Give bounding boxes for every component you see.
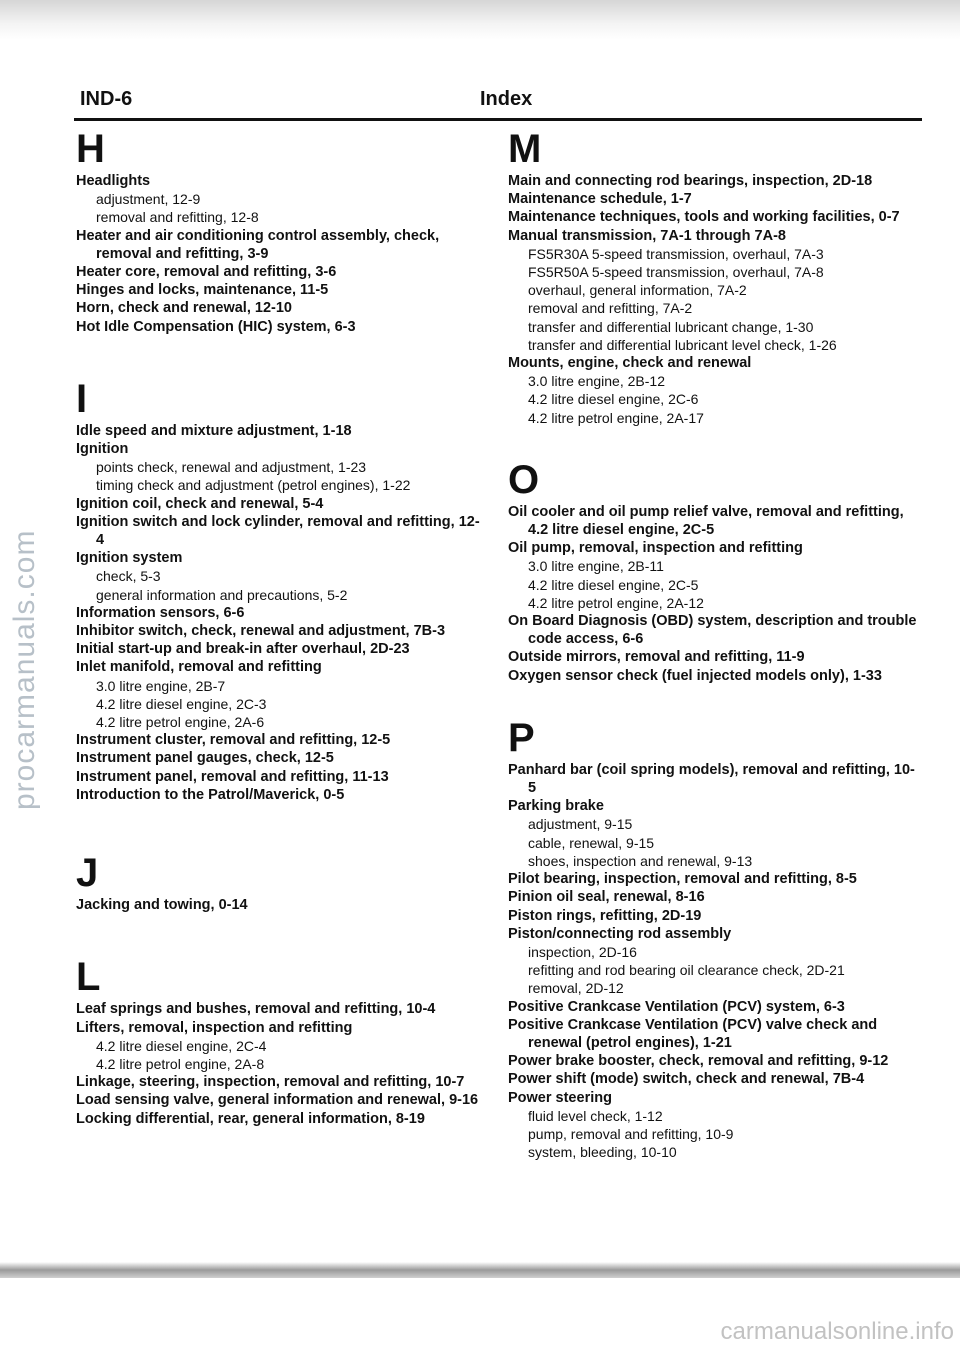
entry-heading: Information sensors, 6-6 — [76, 604, 245, 621]
entry-heading: Hinges and locks, maintenance, 11-5 — [76, 282, 329, 299]
entry-heading: Positive Crankcase Ventilation (PCV) valve check and renewal (petrol engines), 1-21 — [508, 1016, 878, 1051]
index-entry — [508, 190, 918, 208]
entry-subitem: removal and refitting, 12-8 — [96, 209, 259, 226]
index-section — [76, 376, 486, 804]
index-entry — [508, 1070, 918, 1088]
entry-heading: Ignition coil, check and renewal, 5-4 — [76, 495, 324, 512]
index-entry — [76, 513, 486, 549]
entry-heading: Mounts, engine, check and renewal — [508, 355, 752, 372]
scan-shadow-bottom — [0, 1262, 960, 1278]
index-entry — [76, 172, 486, 227]
entry-subitem: fluid level check, 1-12 — [528, 1107, 663, 1124]
entry-subitem: 4.2 litre diesel engine, 2C-5 — [528, 576, 699, 593]
entry-subitem: removal, 2D-12 — [528, 980, 624, 997]
section-letter: M — [508, 127, 542, 171]
entry-subitem: overhaul, general information, 7A-2 — [528, 282, 747, 299]
entry-heading: Ignition — [76, 441, 129, 458]
index-entry — [76, 1073, 486, 1091]
entry-heading: Instrument panel gauges, check, 12-5 — [76, 750, 334, 767]
index-entry — [76, 299, 486, 317]
index-entry — [76, 786, 486, 804]
bottom-watermark: carmanualsonline.info — [720, 1318, 954, 1345]
entry-heading: Power shift (mode) switch, check and renewal, 7B-4 — [508, 1071, 865, 1088]
index-entry — [508, 172, 918, 190]
index-entry — [508, 503, 918, 539]
entry-heading: Instrument panel, removal and refitting, 11-13 — [76, 768, 389, 785]
entry-subitem: 3.0 litre engine, 2B-12 — [528, 373, 665, 390]
entry-subitem: refitting and rod bearing oil clearance check, 2D-21 — [528, 962, 845, 979]
entry-heading: Lifters, removal, inspection and refitting — [76, 1019, 353, 1036]
entry-subitem: 4.2 litre diesel engine, 2C-6 — [528, 391, 699, 408]
entry-subitem: 4.2 litre petrol engine, 2A-17 — [528, 409, 704, 426]
entry-subitem: cable, renewal, 9-15 — [528, 834, 655, 851]
entry-heading: Locking differential, rear, general information, 8-19 — [76, 1110, 425, 1127]
entry-subitem: check, 5-3 — [96, 568, 161, 585]
index-entry — [76, 1019, 486, 1074]
entry-subitem: timing check and adjustment (petrol engines), 1-22 — [96, 477, 411, 494]
scan-shadow-top — [0, 0, 960, 40]
index-entry — [76, 495, 486, 513]
index-entry — [76, 658, 486, 731]
entry-heading: On Board Diagnosis (OBD) system, description and trouble code access, 6-6 — [508, 613, 917, 648]
index-entry — [76, 749, 486, 767]
index-entry — [76, 281, 486, 299]
index-entry — [508, 925, 918, 998]
entry-heading: Piston/connecting rod assembly — [508, 925, 732, 942]
index-entry — [508, 761, 918, 797]
index-entry — [508, 870, 918, 888]
index-entry — [76, 318, 486, 336]
entry-heading: Linkage, steering, inspection, removal and refitting, 10-7 — [76, 1074, 465, 1091]
entry-heading: Ignition switch and lock cylinder, removal and refitting, 12-4 — [76, 513, 480, 549]
entry-heading: Power brake booster, check, removal and refitting, 9-12 — [508, 1053, 889, 1070]
entry-heading: Inlet manifold, removal and refitting — [76, 659, 322, 676]
entry-subitem: transfer and differential lubricant change, 1-30 — [528, 318, 814, 335]
entry-subitem: 4.2 litre petrol engine, 2A-6 — [96, 714, 265, 731]
index-entry — [508, 648, 918, 666]
entry-subitem: FS5R50A 5-speed transmission, overhaul, 7A-8 — [528, 264, 824, 281]
entry-subitem: 3.0 litre engine, 2B-11 — [528, 558, 664, 575]
index-entry — [76, 263, 486, 281]
entry-subitem: 4.2 litre diesel engine, 2C-3 — [96, 695, 267, 712]
index-entry — [508, 612, 918, 648]
index-entry — [508, 1016, 918, 1052]
page-title: Index — [480, 88, 533, 110]
entry-heading: Inhibitor switch, check, renewal and adjustment, 7B-3 — [76, 623, 446, 640]
section-letter: O — [508, 457, 540, 502]
entry-subitem: transfer and differential lubricant level check, 1-26 — [528, 336, 837, 353]
section-letter: L — [76, 955, 101, 1000]
entry-heading: Horn, check and renewal, 12-10 — [76, 300, 292, 317]
entry-subitem: adjustment, 9-15 — [528, 816, 633, 833]
entry-heading: Piston rings, refitting, 2D-19 — [508, 907, 702, 924]
index-section — [76, 850, 486, 914]
entry-heading: Pinion oil seal, renewal, 8-16 — [508, 889, 705, 906]
entry-subitem: pump, removal and refitting, 10-9 — [528, 1125, 734, 1142]
index-entry — [76, 422, 486, 440]
index-entry — [76, 1110, 486, 1128]
page-header — [80, 88, 920, 116]
index-entry — [76, 640, 486, 658]
entry-subitem: 4.2 litre petrol engine, 2A-8 — [96, 1055, 265, 1072]
index-entry — [508, 354, 918, 427]
entry-subitem: 3.0 litre engine, 2B-7 — [96, 677, 226, 694]
entry-heading: Manual transmission, 7A-1 through 7A-8 — [508, 227, 786, 244]
entry-heading: Ignition system — [76, 550, 183, 567]
index-entry — [76, 768, 486, 786]
entry-subitem: removal and refitting, 7A-2 — [528, 300, 693, 317]
index-entry — [76, 622, 486, 640]
index-entry — [508, 208, 918, 226]
index-entry — [508, 1052, 918, 1070]
entry-heading: Heater core, removal and refitting, 3-6 — [76, 264, 337, 281]
entry-heading: Jacking and towing, 0-14 — [76, 897, 248, 914]
entry-heading: Introduction to the Patrol/Maverick, 0-5 — [76, 786, 345, 803]
entry-subitem: shoes, inspection and renewal, 9-13 — [528, 852, 753, 869]
entry-heading: Maintenance techniques, tools and working facilities, 0-7 — [508, 209, 900, 226]
index-entry — [508, 667, 918, 685]
index-entry — [76, 227, 486, 263]
entry-heading: Headlights — [76, 173, 151, 189]
index-entry — [76, 440, 486, 495]
index-entry — [508, 797, 918, 870]
entry-subitem: 4.2 litre diesel engine, 2C-4 — [96, 1037, 267, 1054]
entry-heading: Oil cooler and oil pump relief valve, removal and refitting, 4.2 litre diesel engine, 2C-5 — [508, 503, 904, 539]
index-section — [76, 126, 486, 336]
index-entry — [508, 907, 918, 925]
entry-heading: Main and connecting rod bearings, inspection, 2D-18 — [508, 173, 873, 189]
entry-heading: Oil pump, removal, inspection and refitting — [508, 540, 803, 557]
entry-subitem: FS5R30A 5-speed transmission, overhaul, 7A-3 — [528, 245, 824, 262]
index-section — [508, 126, 918, 427]
section-letter: I — [76, 376, 88, 421]
entry-heading: Leaf springs and bushes, removal and refitting, 10-4 — [76, 1001, 436, 1018]
page-number: IND-6 — [80, 88, 133, 110]
header-rule — [74, 118, 922, 121]
index-entry — [508, 888, 918, 906]
entry-heading: Outside mirrors, removal and refitting, 11-9 — [508, 649, 805, 666]
entry-heading: Oxygen sensor check (fuel injected models only), 1-33 — [508, 667, 882, 684]
index-entry — [76, 1000, 486, 1018]
index-section — [508, 457, 918, 685]
entry-subitem: general information and precautions, 5-2 — [96, 586, 348, 603]
entry-heading: Hot Idle Compensation (HIC) system, 6-3 — [76, 318, 356, 335]
entry-heading: Heater and air conditioning control assembly, check, removal and refitting, 3-9 — [76, 227, 440, 262]
side-watermark: procarmanuals.com — [8, 529, 41, 810]
entry-heading: Pilot bearing, inspection, removal and refitting, 8-5 — [508, 871, 857, 888]
index-section — [508, 715, 918, 1161]
entry-heading: Power steering — [508, 1089, 612, 1106]
index-entry — [76, 1091, 486, 1109]
entry-heading: Panhard bar (coil spring models), removal and refitting, 10-5 — [508, 761, 915, 797]
entry-heading: Positive Crankcase Ventilation (PCV) system, 6-3 — [508, 998, 845, 1015]
entry-heading: Initial start-up and break-in after overhaul, 2D-23 — [76, 641, 410, 658]
index-entry — [76, 549, 486, 604]
index-entry — [508, 539, 918, 612]
entry-subitem: inspection, 2D-16 — [528, 943, 637, 960]
index-column-left — [76, 126, 486, 1128]
index-entry — [76, 604, 486, 622]
section-letter: J — [76, 851, 99, 896]
index-entry — [76, 731, 486, 749]
entry-subitem: points check, renewal and adjustment, 1-23 — [96, 459, 367, 476]
index-section — [76, 954, 486, 1127]
section-letter: H — [76, 127, 105, 171]
entry-heading: Maintenance schedule, 1-7 — [508, 191, 692, 208]
index-entry — [508, 1089, 918, 1162]
index-column-right — [508, 126, 918, 1161]
entry-heading: Instrument cluster, removal and refitting, 12-5 — [76, 732, 391, 749]
entry-heading: Load sensing valve, general information and renewal, 9-16 — [76, 1092, 479, 1109]
index-entry — [508, 998, 918, 1016]
entry-subitem: system, bleeding, 10-10 — [528, 1144, 677, 1161]
section-letter: P — [508, 715, 535, 760]
entry-heading: Idle speed and mixture adjustment, 1-18 — [76, 422, 352, 439]
entry-subitem: adjustment, 12-9 — [96, 191, 201, 208]
entry-heading: Parking brake — [508, 798, 604, 815]
index-entry — [76, 896, 486, 914]
index-entry — [508, 227, 918, 354]
entry-subitem: 4.2 litre petrol engine, 2A-12 — [528, 594, 704, 611]
